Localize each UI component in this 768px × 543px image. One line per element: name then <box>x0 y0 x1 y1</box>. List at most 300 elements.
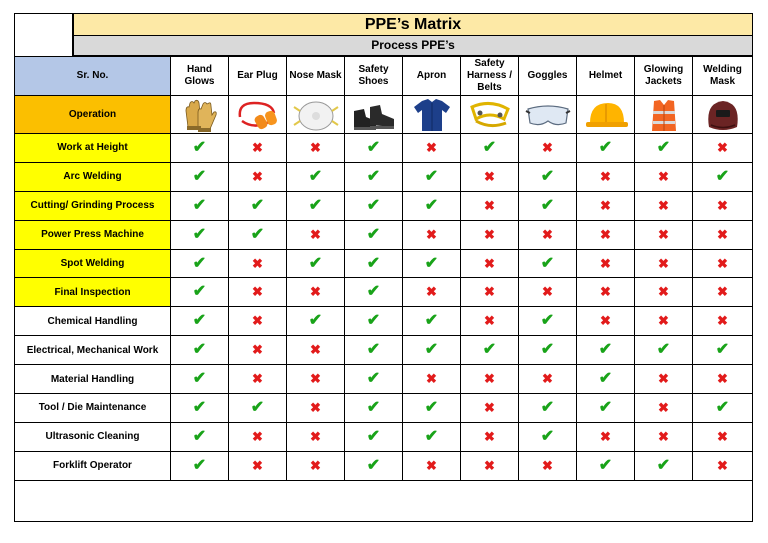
table-row <box>15 422 753 451</box>
cross-icon: ✖ <box>252 168 263 184</box>
cross-icon: ✖ <box>600 197 611 213</box>
ppe-status-cell <box>229 134 287 163</box>
ppe-status-cell <box>345 336 403 365</box>
cross-icon: ✖ <box>484 226 495 242</box>
ppe-status-cell <box>345 422 403 451</box>
ppe-status-cell <box>171 134 229 163</box>
check-icon: ✔ <box>308 167 323 185</box>
cross-icon: ✖ <box>252 139 263 155</box>
ppe-status-cell <box>577 249 635 278</box>
check-icon: ✔ <box>366 167 381 185</box>
check-icon: ✔ <box>715 341 730 359</box>
page-subtitle: Process PPE’s <box>73 36 753 56</box>
ppe-status-cell <box>461 451 519 480</box>
ppe-status-cell <box>171 220 229 249</box>
table-row <box>15 307 753 336</box>
check-icon: ✔ <box>366 225 381 243</box>
ppe-status-cell <box>693 422 753 451</box>
cross-icon: ✖ <box>252 284 263 300</box>
check-icon: ✔ <box>366 427 381 445</box>
ppe-status-cell <box>171 307 229 336</box>
cross-icon: ✖ <box>542 457 553 473</box>
ppe-status-cell <box>635 422 693 451</box>
cross-icon: ✖ <box>658 226 669 242</box>
footer-blank-area <box>14 481 753 522</box>
ppe-status-cell <box>461 278 519 307</box>
helmet-icon <box>577 97 634 133</box>
ppe-image-cell <box>229 96 287 134</box>
operation-label: Forklift Operator <box>15 451 171 480</box>
ppe-status-cell <box>287 307 345 336</box>
ppe-status-cell <box>693 278 753 307</box>
ppe-status-cell <box>693 365 753 394</box>
ppe-status-cell <box>635 191 693 220</box>
ppe-status-cell <box>229 307 287 336</box>
ppe-status-cell <box>403 451 461 480</box>
ppe-status-cell <box>693 134 753 163</box>
check-icon: ✔ <box>366 370 381 388</box>
ppe-status-cell <box>635 394 693 423</box>
blank-corner-cell <box>14 13 73 56</box>
apron-icon <box>403 97 460 133</box>
cross-icon: ✖ <box>658 313 669 329</box>
ppe-status-cell <box>519 134 577 163</box>
operation-label: Spot Welding <box>15 249 171 278</box>
cross-icon: ✖ <box>717 255 728 271</box>
ppe-status-cell <box>577 134 635 163</box>
cross-icon: ✖ <box>484 457 495 473</box>
ppe-status-cell <box>577 365 635 394</box>
cross-icon: ✖ <box>658 197 669 213</box>
ppe-image-cell <box>403 96 461 134</box>
ppe-status-cell <box>635 249 693 278</box>
ppe-status-cell <box>171 394 229 423</box>
cross-icon: ✖ <box>252 428 263 444</box>
ppe-status-cell <box>461 134 519 163</box>
ppe-status-cell <box>403 365 461 394</box>
ppe-status-cell <box>577 307 635 336</box>
ppe-status-cell <box>287 365 345 394</box>
ppe-status-cell <box>693 451 753 480</box>
ppe-status-cell <box>461 220 519 249</box>
ppe-status-cell <box>287 422 345 451</box>
ppe-status-cell <box>345 394 403 423</box>
cross-icon: ✖ <box>252 313 263 329</box>
check-icon: ✔ <box>192 456 207 474</box>
cross-icon: ✖ <box>717 226 728 242</box>
cross-icon: ✖ <box>426 139 437 155</box>
ppe-status-cell <box>461 336 519 365</box>
ppe-status-cell <box>229 394 287 423</box>
column-header: Hand Glows <box>171 57 229 96</box>
ppe-image-cell <box>693 96 753 134</box>
column-header: Safety Shoes <box>345 57 403 96</box>
ppe-status-cell <box>345 191 403 220</box>
check-icon: ✔ <box>192 283 207 301</box>
ppe-image-cell <box>171 96 229 134</box>
check-icon: ✔ <box>192 196 207 214</box>
column-header: Goggles <box>519 57 577 96</box>
cross-icon: ✖ <box>310 457 321 473</box>
ppe-status-cell <box>403 422 461 451</box>
ppe-status-cell <box>635 134 693 163</box>
cross-icon: ✖ <box>252 342 263 358</box>
check-icon: ✔ <box>598 138 613 156</box>
ppe-matrix-table <box>14 56 753 481</box>
cross-icon: ✖ <box>600 313 611 329</box>
cross-icon: ✖ <box>310 226 321 242</box>
cross-icon: ✖ <box>484 255 495 271</box>
ppe-status-cell <box>519 394 577 423</box>
ppe-status-cell <box>171 365 229 394</box>
ppe-status-cell <box>635 365 693 394</box>
ppe-status-cell <box>287 191 345 220</box>
cross-icon: ✖ <box>426 457 437 473</box>
check-icon: ✔ <box>192 370 207 388</box>
ppe-status-cell <box>287 394 345 423</box>
column-header: Apron <box>403 57 461 96</box>
check-icon: ✔ <box>366 398 381 416</box>
check-icon: ✔ <box>540 312 555 330</box>
cross-icon: ✖ <box>658 284 669 300</box>
operation-label: Final Inspection <box>15 278 171 307</box>
check-icon: ✔ <box>192 398 207 416</box>
ppe-status-cell <box>345 134 403 163</box>
cross-icon: ✖ <box>252 371 263 387</box>
cross-icon: ✖ <box>658 371 669 387</box>
check-icon: ✔ <box>540 427 555 445</box>
cross-icon: ✖ <box>717 428 728 444</box>
ppe-status-cell <box>461 307 519 336</box>
cross-icon: ✖ <box>717 457 728 473</box>
ppe-status-cell <box>461 365 519 394</box>
cross-icon: ✖ <box>484 168 495 184</box>
operation-label: Chemical Handling <box>15 307 171 336</box>
ppe-status-cell <box>345 249 403 278</box>
operation-label: Electrical, Mechanical Work <box>15 336 171 365</box>
ppe-status-cell <box>577 336 635 365</box>
cross-icon: ✖ <box>426 284 437 300</box>
ppe-status-cell <box>635 220 693 249</box>
ppe-image-cell <box>461 96 519 134</box>
ppe-status-cell <box>635 451 693 480</box>
ppe-status-cell <box>519 162 577 191</box>
check-icon: ✔ <box>598 341 613 359</box>
ppe-status-cell <box>577 191 635 220</box>
ppe-status-cell <box>693 162 753 191</box>
ppe-status-cell <box>171 162 229 191</box>
check-icon: ✔ <box>192 225 207 243</box>
glowing-jacket-icon <box>635 97 692 133</box>
check-icon: ✔ <box>192 312 207 330</box>
cross-icon: ✖ <box>658 399 669 415</box>
ppe-status-cell <box>577 162 635 191</box>
ppe-status-cell <box>403 278 461 307</box>
ppe-status-cell <box>287 451 345 480</box>
table-row <box>15 191 753 220</box>
ppe-status-cell <box>693 220 753 249</box>
operation-label: Material Handling <box>15 365 171 394</box>
cross-icon: ✖ <box>484 371 495 387</box>
check-icon: ✔ <box>366 254 381 272</box>
operation-label: Arc Welding <box>15 162 171 191</box>
cross-icon: ✖ <box>600 284 611 300</box>
ppe-status-cell <box>461 422 519 451</box>
cross-icon: ✖ <box>658 428 669 444</box>
ppe-status-cell <box>229 191 287 220</box>
ppe-status-cell <box>519 336 577 365</box>
ppe-status-cell <box>403 134 461 163</box>
page-title: PPE’s Matrix <box>73 13 753 36</box>
ppe-status-cell <box>635 307 693 336</box>
check-icon: ✔ <box>598 398 613 416</box>
ppe-status-cell <box>403 191 461 220</box>
table-row <box>15 249 753 278</box>
operation-label: Tool / Die Maintenance <box>15 394 171 423</box>
check-icon: ✔ <box>366 341 381 359</box>
ppe-status-cell <box>229 162 287 191</box>
check-icon: ✔ <box>424 341 439 359</box>
ppe-status-cell <box>345 365 403 394</box>
cross-icon: ✖ <box>484 313 495 329</box>
ppe-status-cell <box>229 278 287 307</box>
ppe-status-cell <box>171 422 229 451</box>
check-icon: ✔ <box>656 138 671 156</box>
ppe-image-cell <box>519 96 577 134</box>
cross-icon: ✖ <box>310 139 321 155</box>
cross-icon: ✖ <box>310 428 321 444</box>
ppe-status-cell <box>345 278 403 307</box>
check-icon: ✔ <box>366 283 381 301</box>
check-icon: ✔ <box>366 312 381 330</box>
ppe-status-cell <box>403 394 461 423</box>
ppe-status-cell <box>171 278 229 307</box>
ppe-status-cell <box>461 162 519 191</box>
check-icon: ✔ <box>656 456 671 474</box>
welding-mask-icon <box>693 97 752 133</box>
cross-icon: ✖ <box>252 457 263 473</box>
table-row <box>15 365 753 394</box>
sr-no-header: Sr. No. <box>15 57 171 96</box>
ear-plug-icon <box>229 97 286 133</box>
ppe-status-cell <box>693 394 753 423</box>
cross-icon: ✖ <box>252 255 263 271</box>
ppe-status-cell <box>519 191 577 220</box>
cross-icon: ✖ <box>426 371 437 387</box>
ppe-status-cell <box>171 249 229 278</box>
operation-label: Work at Height <box>15 134 171 163</box>
header-row <box>15 57 753 96</box>
ppe-status-cell <box>229 249 287 278</box>
ppe-status-cell <box>229 220 287 249</box>
check-icon: ✔ <box>192 138 207 156</box>
cross-icon: ✖ <box>717 139 728 155</box>
table-row <box>15 162 753 191</box>
table-row <box>15 451 753 480</box>
cross-icon: ✖ <box>600 168 611 184</box>
cross-icon: ✖ <box>717 284 728 300</box>
check-icon: ✔ <box>192 254 207 272</box>
ppe-status-cell <box>577 451 635 480</box>
cross-icon: ✖ <box>310 371 321 387</box>
goggles-icon <box>519 97 576 133</box>
ppe-status-cell <box>345 162 403 191</box>
ppe-status-cell <box>345 451 403 480</box>
check-icon: ✔ <box>424 398 439 416</box>
column-header: Helmet <box>577 57 635 96</box>
ppe-status-cell <box>693 336 753 365</box>
ppe-status-cell <box>403 307 461 336</box>
check-icon: ✔ <box>482 138 497 156</box>
check-icon: ✔ <box>598 456 613 474</box>
ppe-status-cell <box>171 451 229 480</box>
check-icon: ✔ <box>424 167 439 185</box>
ppe-status-cell <box>519 220 577 249</box>
ppe-status-cell <box>403 249 461 278</box>
ppe-status-cell <box>287 278 345 307</box>
ppe-image-cell <box>287 96 345 134</box>
table-row <box>15 220 753 249</box>
cross-icon: ✖ <box>658 168 669 184</box>
operation-header: Operation <box>15 96 171 134</box>
ppe-status-cell <box>577 422 635 451</box>
check-icon: ✔ <box>540 196 555 214</box>
cross-icon: ✖ <box>542 284 553 300</box>
table-row <box>15 278 753 307</box>
check-icon: ✔ <box>656 341 671 359</box>
ppe-status-cell <box>229 451 287 480</box>
ppe-status-cell <box>403 162 461 191</box>
check-icon: ✔ <box>598 370 613 388</box>
cross-icon: ✖ <box>310 399 321 415</box>
table-row <box>15 134 753 163</box>
cross-icon: ✖ <box>717 371 728 387</box>
ppe-status-cell <box>461 249 519 278</box>
check-icon: ✔ <box>715 167 730 185</box>
ppe-status-cell <box>519 307 577 336</box>
check-icon: ✔ <box>424 312 439 330</box>
ppe-status-cell <box>693 249 753 278</box>
check-icon: ✔ <box>250 196 265 214</box>
ppe-status-cell <box>287 249 345 278</box>
check-icon: ✔ <box>482 341 497 359</box>
ppe-status-cell <box>345 220 403 249</box>
cross-icon: ✖ <box>717 197 728 213</box>
ppe-status-cell <box>693 307 753 336</box>
ppe-status-cell <box>577 394 635 423</box>
ppe-status-cell <box>577 220 635 249</box>
table-row <box>15 336 753 365</box>
safety-shoes-icon <box>345 97 402 133</box>
check-icon: ✔ <box>250 225 265 243</box>
ppe-status-cell <box>461 394 519 423</box>
ppe-status-cell <box>693 191 753 220</box>
ppe-image-cell <box>577 96 635 134</box>
check-icon: ✔ <box>424 196 439 214</box>
ppe-status-cell <box>461 191 519 220</box>
check-icon: ✔ <box>424 427 439 445</box>
cross-icon: ✖ <box>484 428 495 444</box>
column-header: Nose Mask <box>287 57 345 96</box>
ppe-status-cell <box>287 336 345 365</box>
check-icon: ✔ <box>540 167 555 185</box>
check-icon: ✔ <box>366 456 381 474</box>
ppe-status-cell <box>519 278 577 307</box>
cross-icon: ✖ <box>484 197 495 213</box>
check-icon: ✔ <box>366 138 381 156</box>
ppe-status-cell <box>287 162 345 191</box>
nose-mask-icon <box>287 97 344 133</box>
cross-icon: ✖ <box>310 284 321 300</box>
check-icon: ✔ <box>540 398 555 416</box>
cross-icon: ✖ <box>484 399 495 415</box>
ppe-status-cell <box>345 307 403 336</box>
cross-icon: ✖ <box>600 428 611 444</box>
ppe-status-cell <box>519 365 577 394</box>
check-icon: ✔ <box>308 196 323 214</box>
ppe-status-cell <box>635 336 693 365</box>
ppe-status-cell <box>171 336 229 365</box>
check-icon: ✔ <box>192 167 207 185</box>
ppe-status-cell <box>287 134 345 163</box>
cross-icon: ✖ <box>426 226 437 242</box>
check-icon: ✔ <box>540 341 555 359</box>
ppe-status-cell <box>229 422 287 451</box>
check-icon: ✔ <box>366 196 381 214</box>
cross-icon: ✖ <box>600 226 611 242</box>
check-icon: ✔ <box>308 312 323 330</box>
ppe-status-cell <box>577 278 635 307</box>
check-icon: ✔ <box>540 254 555 272</box>
ppe-status-cell <box>287 220 345 249</box>
operation-label: Cutting/ Grinding Process <box>15 191 171 220</box>
ppe-status-cell <box>519 249 577 278</box>
ppe-status-cell <box>171 191 229 220</box>
operation-label: Ultrasonic Cleaning <box>15 422 171 451</box>
ppe-status-cell <box>635 278 693 307</box>
column-header: Welding Mask <box>693 57 753 96</box>
check-icon: ✔ <box>424 254 439 272</box>
ppe-status-cell <box>403 336 461 365</box>
cross-icon: ✖ <box>484 284 495 300</box>
ppe-status-cell <box>403 220 461 249</box>
column-header: Glowing Jackets <box>635 57 693 96</box>
operation-label: Power Press Machine <box>15 220 171 249</box>
ppe-status-cell <box>229 365 287 394</box>
cross-icon: ✖ <box>542 226 553 242</box>
ppe-image-cell <box>345 96 403 134</box>
ppe-image-cell <box>635 96 693 134</box>
check-icon: ✔ <box>715 398 730 416</box>
gloves-icon <box>171 97 228 133</box>
column-header: Ear Plug <box>229 57 287 96</box>
check-icon: ✔ <box>192 427 207 445</box>
ppe-status-cell <box>229 336 287 365</box>
ppe-status-cell <box>635 162 693 191</box>
check-icon: ✔ <box>308 254 323 272</box>
column-header: Safety Harness / Belts <box>461 57 519 96</box>
ppe-status-cell <box>519 422 577 451</box>
table-row <box>15 394 753 423</box>
cross-icon: ✖ <box>658 255 669 271</box>
cross-icon: ✖ <box>717 313 728 329</box>
safety-harness-icon <box>461 97 518 133</box>
cross-icon: ✖ <box>600 255 611 271</box>
cross-icon: ✖ <box>310 342 321 358</box>
cross-icon: ✖ <box>542 139 553 155</box>
cross-icon: ✖ <box>542 371 553 387</box>
check-icon: ✔ <box>192 341 207 359</box>
